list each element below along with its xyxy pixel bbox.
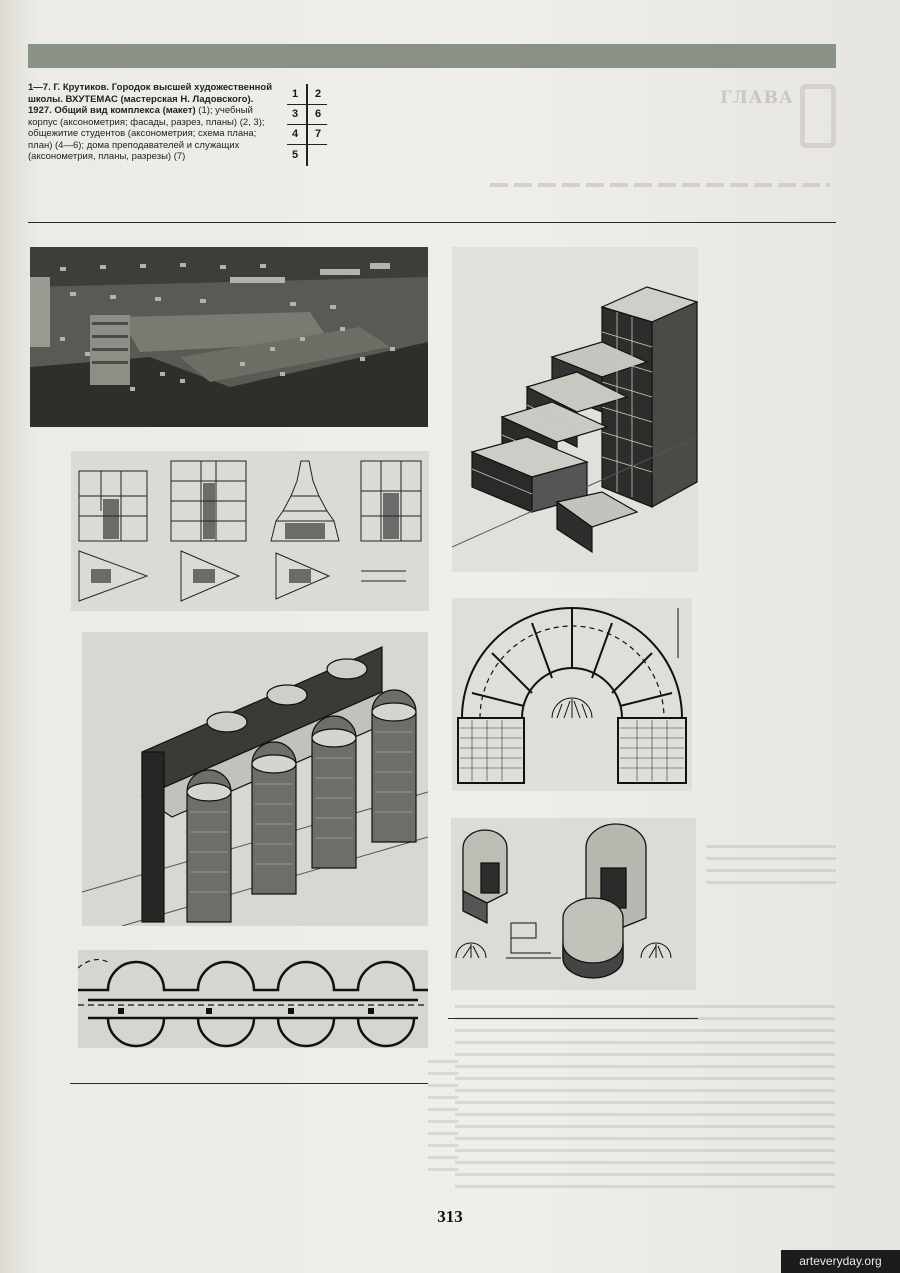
figure-2-facades-plans: [71, 451, 429, 611]
figure-7-teachers-houses: [451, 818, 696, 990]
page-number: 313: [437, 1207, 463, 1226]
legend-cell-1: 1: [291, 88, 299, 100]
caption-tail: (1); учебный корпус (аксонометрия; фасады, разрез, планы) (2, 3); общежитие студентов (аксонометрия; схема плана; план) (4—6); дома преподавателей и служащих (аксонометрия, планы, разрезы) (7): [28, 105, 265, 162]
show-through-chapter-heading: ГЛАВА: [720, 88, 794, 108]
legend-cell-3: 3: [291, 108, 299, 120]
header-rule: [28, 222, 836, 223]
show-through-chapter-number: [800, 84, 836, 148]
caption-main: 1—7. Г. Крутиков. Городок высшей художественной школы. ВХУТЕМАС (мастерская Н. Ладовского). 1927. Общий вид комплекса (макет): [28, 82, 273, 116]
figure-1-model-photo: [30, 247, 428, 427]
legend-cell-2: 2: [314, 88, 322, 100]
chapter-header-bar: [28, 44, 836, 68]
figure-3-building-axonometry: [452, 247, 698, 572]
figure-caption: [28, 82, 278, 163]
legend-cell-5: 5: [291, 149, 299, 161]
figure-4-dormitory-axonometry: [82, 632, 428, 926]
show-through-running-head: [490, 183, 830, 187]
legend-cell-6: 6: [314, 108, 322, 120]
site-watermark: arteveryday.org: [781, 1250, 900, 1273]
show-through-text-block: [706, 840, 836, 890]
show-through-text-block: [455, 1000, 835, 1196]
show-through-text-block: [428, 1055, 458, 1175]
figure-6-dormitory-floor-plan: [452, 598, 692, 791]
legend-cell-4: 4: [291, 128, 299, 140]
legend-cell-7: 7: [314, 128, 322, 140]
left-column-rule: [70, 1083, 428, 1084]
right-column-rule: [448, 1018, 698, 1019]
figure-5-dormitory-plan: [78, 950, 428, 1048]
figure-legend-grid: [283, 84, 331, 166]
